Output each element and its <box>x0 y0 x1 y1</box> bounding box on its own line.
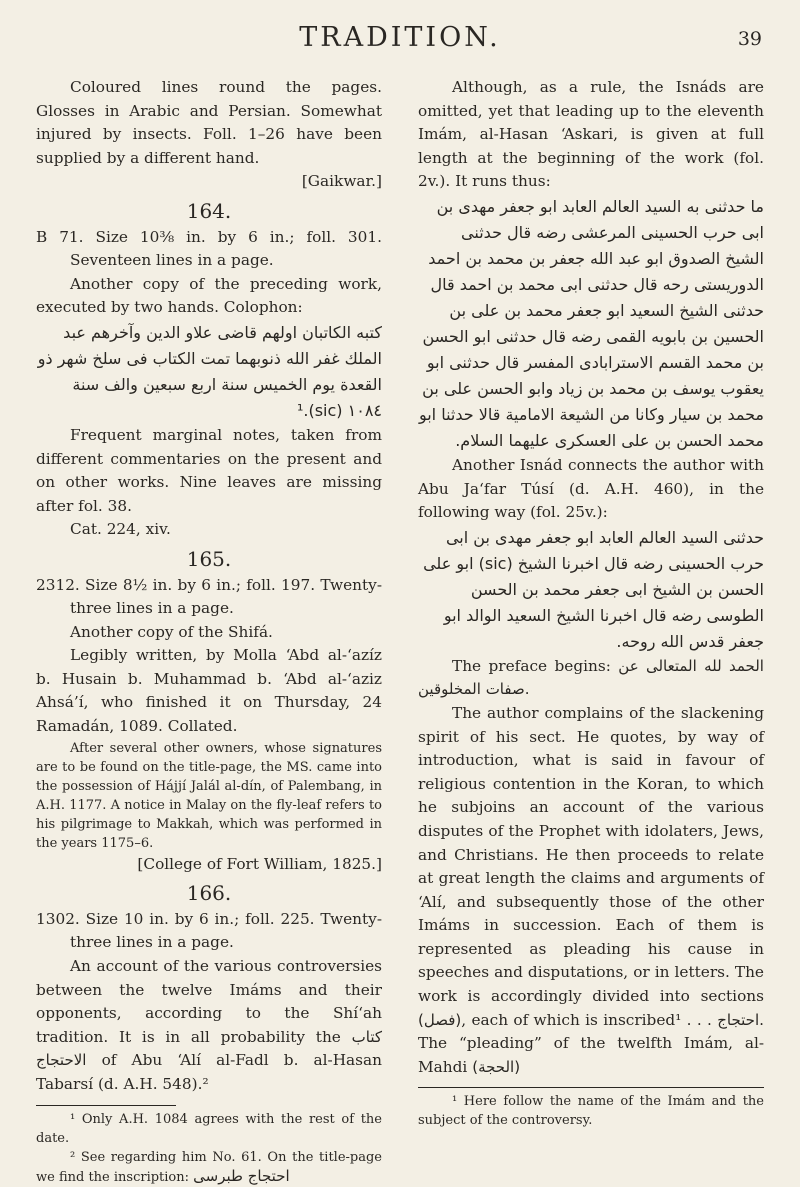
arabic-colophon: كتبه الكاتبان اولهم قاضى علاو الدين وآخرهم عبد الملك غفر الله ذنوبهما تمت الكتاب فى سلخ شهر ذو القعدة يوم الخميس سنة اربع سبعين والف سنة ١٠٨٤ (sic).¹ <box>37 322 382 420</box>
arabic-isnad: ما حدثنى به السيد العالم العابد ابو جعفر مهدى بن ابى حرب الحسينى المرعشى رضه قال حدثنى الشيخ الصدوق ابو عبد الله جعفر بن محمد بن احمد الدوريستى رحه قال حدثنى ابى محمد بن احمد قال حدثنى الشيخ السعيد ابو جعفر محمد بن على بن الحسين بن بابويه القمى رضه قال حدثنى ابو الحسن بن محمد القسم الاسترابادى المفسر قال حدثنى ابو يعقوب يوسف بن محمد بن زياد وابو الحسن على بن محمد بن سيار وكانا من الشيعة الامامية قالا حدثنا ابو محمد الحسن بن على العسكرى عليهما السلام. <box>418 196 764 450</box>
source-note: [College of Fort William, 1825.] <box>137 854 382 873</box>
text: Another copy of the preceding work, executed by two hands. Colophon: <box>36 274 382 317</box>
text: The author complains of the slackening spirit of his sect. He quotes, by way of introduction, what is said in favour of religious contention in the Koran, to which he subjoins an account of the various disputes of the Prophet with idolaters, Jews, and Christians. He then proceeds to relate at great length the claims and arguments of ‘Alí, and subsequently those of the other Imáms in succession. Each of them is represented as pleading his cause in speeches and disputations, or in letters. The work is accordingly divided into sections <box>418 703 764 1006</box>
right-column <box>418 76 764 1130</box>
entry-number: 166. <box>186 881 232 906</box>
entry-number: 165. <box>186 546 232 571</box>
paragraph: 2312. Size 8½ in. by 6 in.; foll. 197. Twenty-three lines in a page. <box>36 575 382 618</box>
paragraph-small: After several other owners, whose signatures are to be found on the title-page, the MS. came into the possession of Hájjí Jalál al-dín, of Palembang, in A.H. 1177. A notice in Malay on the fly-leaf refers to his pilgrimage to Makkah, which was performed in the years 1175–6. <box>36 740 382 851</box>
paragraph <box>36 273 382 320</box>
running-title: TRADITION. <box>299 22 501 53</box>
footnote: ¹ Here follow the name of the Imám and the subject of the controversy. <box>418 1094 764 1129</box>
source-note: [Gaikwar.] <box>301 172 382 191</box>
paragraph: 1302. Size 10 in. by 6 in.; foll. 225. Twenty-three lines in a page. <box>36 909 382 952</box>
arabic-word: (فصل) <box>418 1010 462 1029</box>
running-header <box>0 18 800 58</box>
text: ² See regarding him No. 61. On the title-page we find the inscription: <box>36 1149 382 1185</box>
text: An account of the various controversies between the twelve Imáms and their opponents, according to the Shí‘ah tradition. It is in all probability the <box>36 957 382 1046</box>
paragraph: Frequent marginal notes, taken from different commentaries on the present and on other works. Nine leaves are missing after fol. 38. <box>36 425 382 515</box>
text: The preface begins: <box>452 656 611 675</box>
paragraph: Although, as a rule, the Isnáds are omitted, yet that leading up to the eleventh Imám, al-Hasan ‘Askari, is given at full length at the beginning of the work (fol. 2v.). It runs thus: <box>418 78 764 191</box>
footnote: ¹ Only A.H. 1084 agrees with the rest of the date. <box>36 1111 382 1146</box>
footnote-rule <box>36 1105 176 1106</box>
arabic-word: احتجاج <box>717 1010 760 1029</box>
arabic-word: (الحجة) <box>472 1057 521 1076</box>
footnote <box>36 1148 382 1187</box>
text: , each of which is inscribed¹ . . . <box>461 1010 712 1029</box>
text: . The “pleading” of the twelfth Imám, al-Mahdi <box>418 1010 764 1076</box>
paragraph <box>418 702 764 1080</box>
arabic-inscription: احتجاج طبرسى <box>193 1166 290 1185</box>
paragraph: Legibly written, by Molla ‘Abd al-‘azíz b. Husain b. Muhammad b. ‘Abd al-‘aziz Ahsá’í, who finished it on Thursday, 24 Ramadán, 1089. Collated. <box>36 646 382 736</box>
arabic-title: كتاب الاحتجاج <box>36 1027 382 1070</box>
paragraph: Another copy of the Shifá. <box>70 622 273 641</box>
paragraph <box>36 955 382 1097</box>
paragraph: Another Isnád connects the author with Abu Ja‘far Túsí (d. A.H. 460), in the following way (fol. 25v.): <box>418 455 764 522</box>
arabic-preface: الحمد لله المتعالى عن صفات المخلوقين. <box>418 656 764 699</box>
entry-number: 164. <box>186 198 232 223</box>
paragraph <box>418 655 764 702</box>
paragraph: Cat. 224, xiv. <box>70 520 171 539</box>
left-column <box>36 76 382 1187</box>
page-number: 39 <box>737 28 762 50</box>
text: of Abu ‘Alí al-Fadl b. al-Hasan Tabarsí (d. A.H. 548).² <box>36 1051 382 1093</box>
arabic-isnad: حدثنى السيد العالم العابد ابو جعفر مهدى بن ابى حرب الحسينى رضه قال اخبرنا الشيخ (sic) ابو على الحسن بن الشيخ ابى جعفر محمد بن الحسن الطوسى رضه قال اخبرنا الشيخ السعيد الوالد ابو جعفر قدس الله روحه. <box>423 527 764 651</box>
footnote-rule <box>418 1087 764 1088</box>
paragraph: B 71. Size 10⅜ in. by 6 in.; foll. 301. Seventeen lines in a page. <box>36 227 382 270</box>
paragraph: Coloured lines round the pages. Glosses in Arabic and Persian. Somewhat injured by insects. Foll. 1–26 have been supplied by a different hand. <box>36 78 382 167</box>
